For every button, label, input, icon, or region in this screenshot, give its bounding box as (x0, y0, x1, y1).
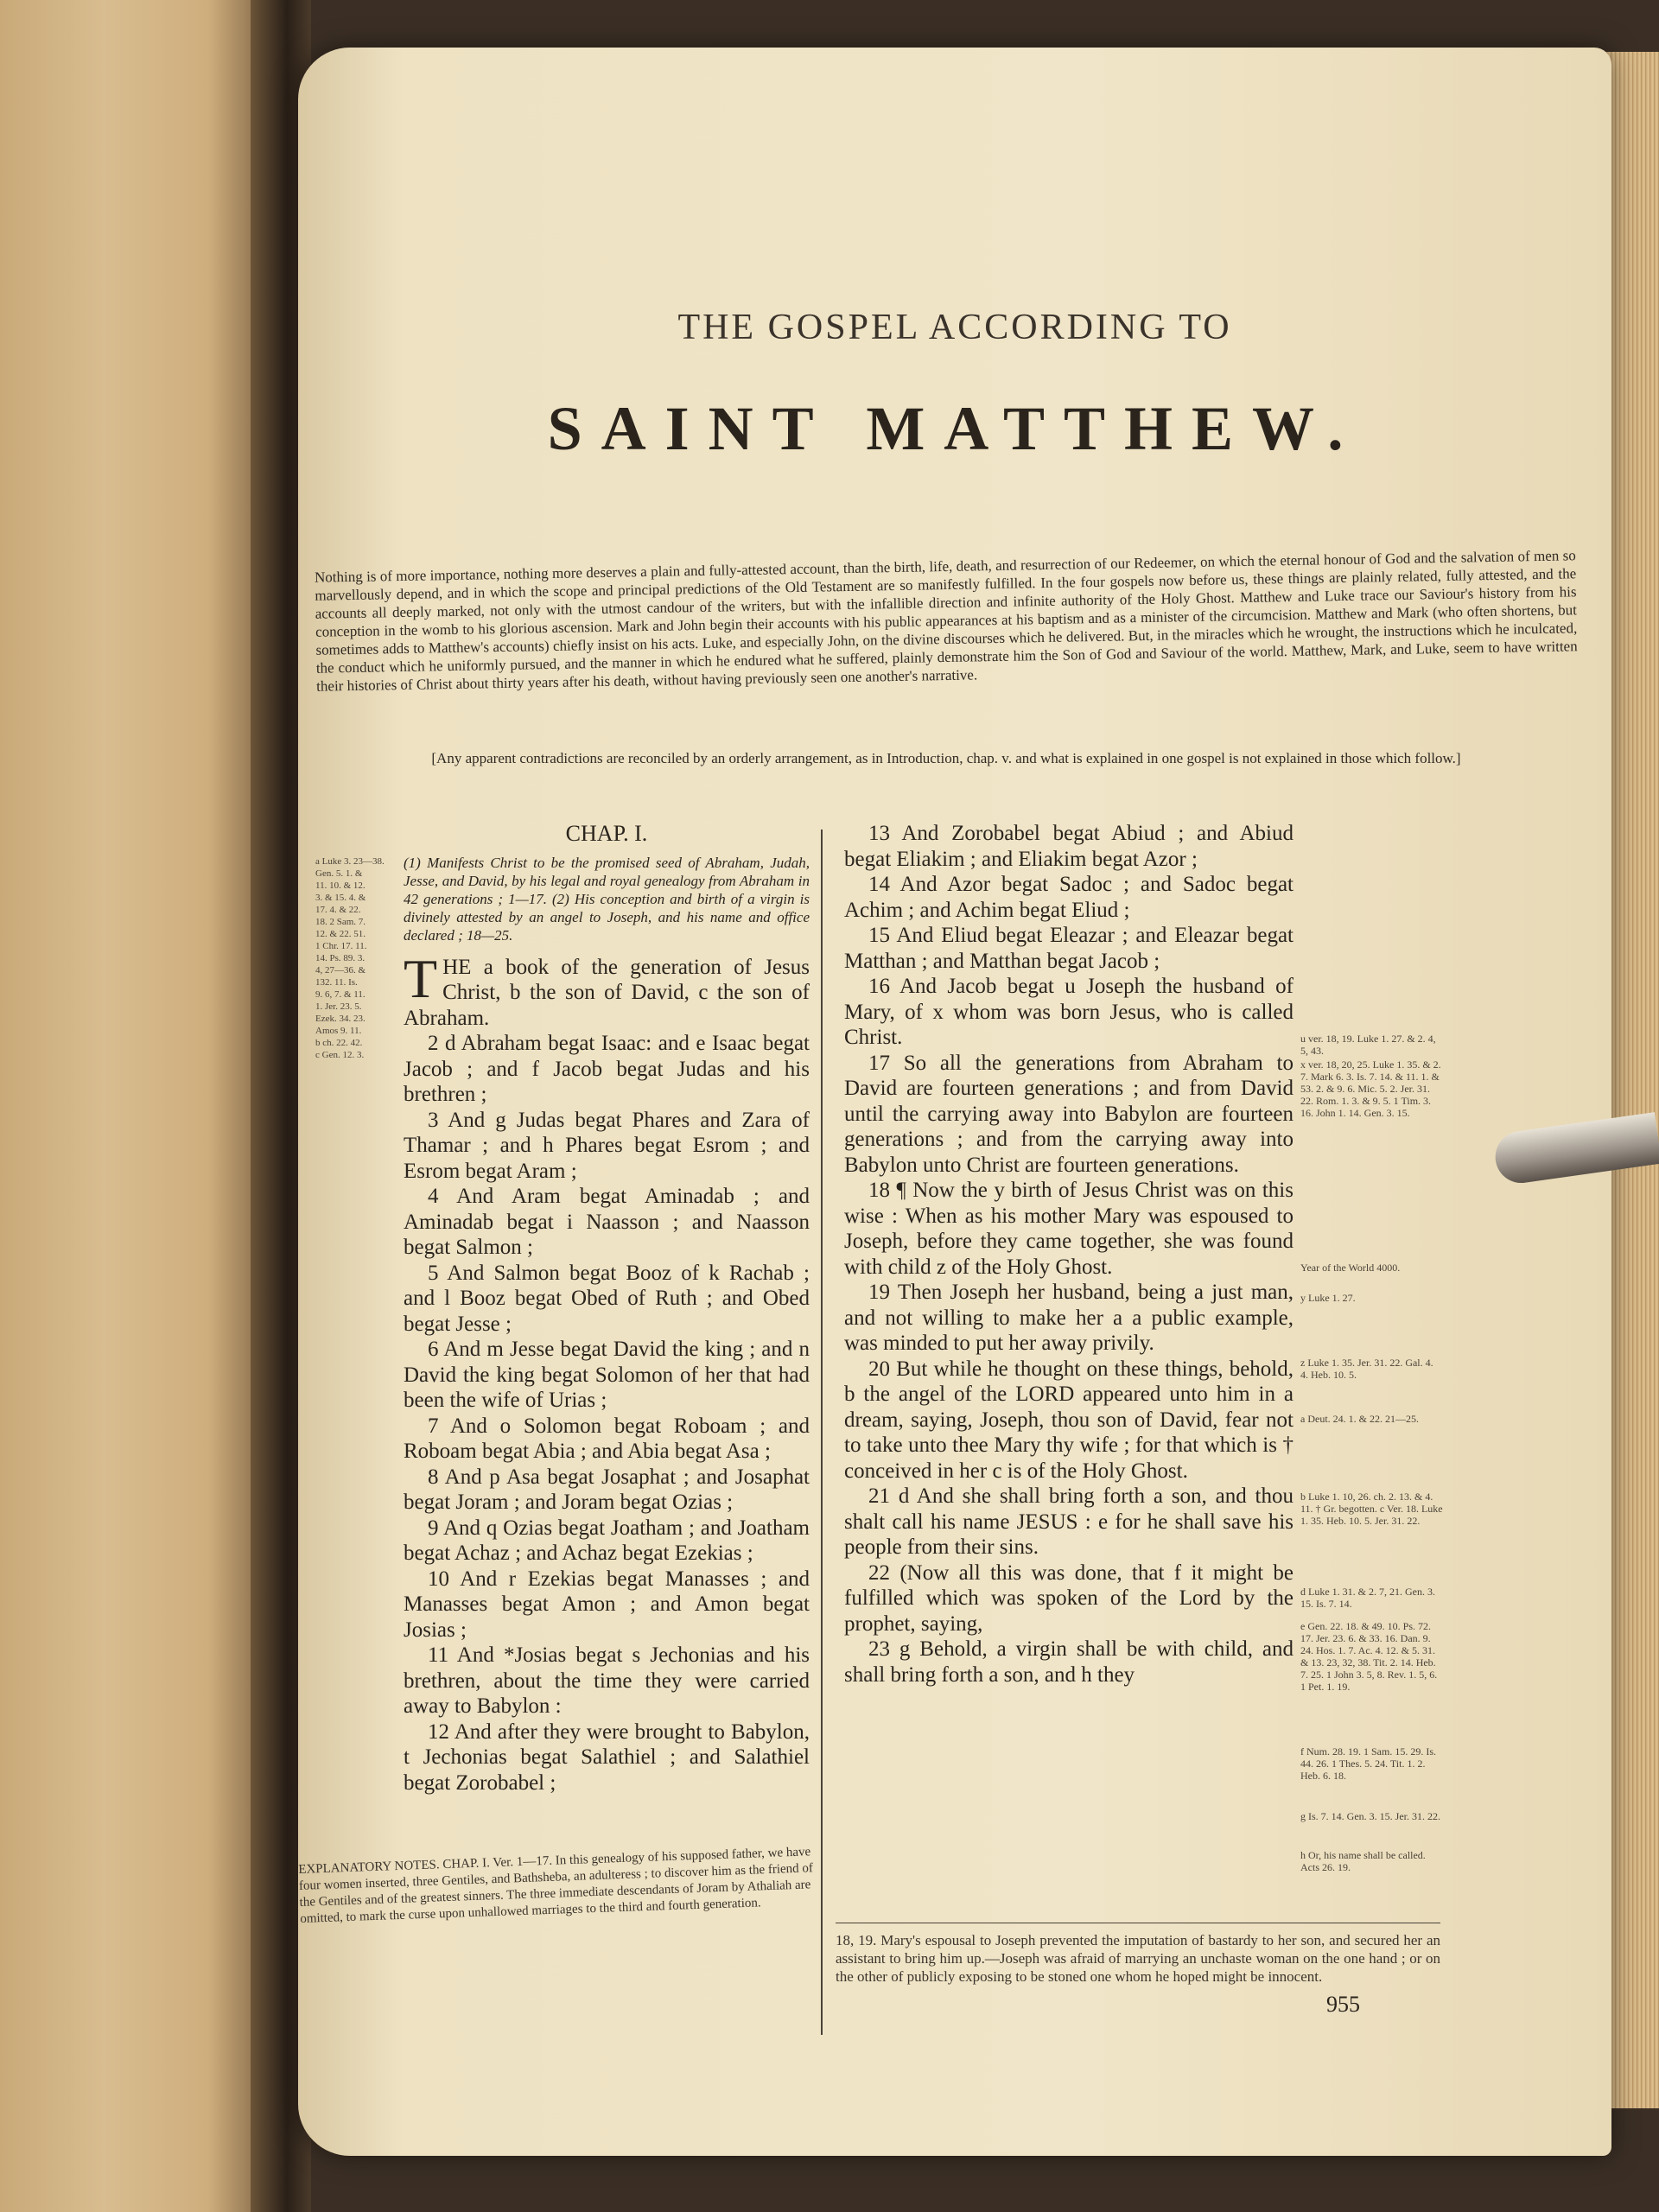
margin-reference: c Gen. 12. 3. (315, 1050, 365, 1060)
left-verse: 12 And after they were brought to Babylon, t Jechonias begat Salathiel ; and Salathiel begat Zorobabel ; (404, 1719, 810, 1795)
right-verse: 14 And Azor begat Sadoc ; and Sadoc begat Achim ; and Achim begat Eliud ; (844, 873, 1294, 922)
margin-reference: y Luke 1. 27. (1300, 1292, 1356, 1304)
right-verse: 23 g Behold, a virgin shall be with child, and shall bring forth a son, and h they (844, 1637, 1294, 1687)
margin-reference: e Gen. 22. 18. & 49. 10. Ps. 72. 17. Jer. 23. 6. & 33. 16. Dan. 9. 24. Hos. 1. 7. Ac. 4. 12. & 5. 31. & 13. 23, 32, 38. Tit. 2. 14. Heb. 7. 25. 1 John 3. 5, 8. Rev. 1. 5, 6. 1 Pet. 1. 19. (1300, 1620, 1438, 1693)
margin-reference: 14. Ps. 89. 3. (315, 953, 365, 963)
margin-reference: b ch. 22. 42. (315, 1038, 363, 1048)
margin-reference: 11. 10. & 12. (315, 880, 365, 891)
margin-reference: h Or, his name shall be called. Acts 26. 19. (1300, 1849, 1426, 1873)
intro-reconcile-note: [Any apparent contradictions are reconciled by an orderly arrangement, as in Introduction, chap. v. and what is explained in one gospel is not explained in those which follow.] (431, 750, 1461, 766)
margin-reference: Gen. 5. 1. & (315, 868, 363, 879)
left-margin-references (315, 855, 397, 1849)
verse-1: THE a book of the generation of Jesus Christ, b the son of David, c the son of Abraham. (404, 947, 810, 1030)
facing-page (0, 0, 259, 2212)
right-verse: 22 (Now all this was done, that f it might be fulfilled which was spoken of the Lord by the prophet, saying, (844, 1560, 1294, 1636)
margin-reference: 1 Chr. 17. 11. (315, 941, 367, 951)
margin-reference: f Num. 28. 19. 1 Sam. 15. 29. Is. 44. 26. 1 Thes. 5. 24. Tit. 1. 2. Heb. 6. 18. (1300, 1745, 1436, 1782)
drop-cap: T (404, 947, 438, 1009)
left-text-column (404, 821, 810, 1796)
book-page (298, 48, 1611, 2156)
margin-reference: 132. 11. Is. (315, 977, 358, 988)
right-verse: 21 d And she shall bring forth a son, and thou shalt call his name JESUS : e for he shall save his people from their sins. (844, 1484, 1294, 1559)
explanatory-notes-left: EXPLANATORY NOTES. CHAP. I. Ver. 1—17. In this genealogy of his supposed father, we have four women inserted, three Gentiles, and Bathsheba, an adulteress ; to discover him as the friend of the Gentiles and of the greatest sinners. The three immediate descendants of Joram by Athaliah are omitted, to mark the curse upon unhallowed marriages to the third and fourth generation. (298, 1845, 814, 1926)
intro-paragraph: Nothing is of more importance, nothing more deserves a plain and fully-attested account, than the birth, life, death, and resurrection of our Redeemer, on which the eternal honour of God and the salvation of men so marvellously depend, and in which the scope and principal predictions of the Old Testament are so manifestly fulfilled. In the four gospels now before us, these things are plainly related, fully attested, and the accounts all deeply marked, not only with the utmost candour of the writers, but with the infallible direction and infinite authority of the Holy Ghost. Matthew and Luke trace our Saviour's history from his conception in the womb to his glorious ascension. Mark and John begin their accounts with his public appearances at his baptism and as a minister of the circumcision. Matthew and Mark (who often shortens, but sometimes adds to Matthew's accounts) chiefly insist on his acts. Luke, and especially John, on the divine discourses which he delivered. But, in the miracles which he wrought, the instructions which he inculcated, the conduct which he uniformly pursued, and the manner in which he endured what he suffered, plainly demonstrate him the Son of God and Saviour of the world. Matthew, Mark, and Luke, seem to have written their histories of Christ about thirty years after his death, without having previously seen one another's narrative. (314, 547, 1578, 695)
left-verse: 2 d Abraham begat Isaac: and e Isaac begat Jacob ; and f Jacob begat Judas and his brethren ; (404, 1032, 810, 1106)
margin-reference: Year of the World 4000. (1300, 1262, 1401, 1274)
margin-reference: z Luke 1. 35. Jer. 31. 22. Gal. 4. 4. Heb. 10. 5. (1300, 1357, 1433, 1381)
margin-reference: 1. Jer. 23. 5. (315, 1001, 362, 1012)
right-verse: 20 But while he thought on these things, behold, b the angel of the LORD appeared unto him in a dream, saying, Joseph, thou son of David, fear not to take unto thee Mary thy wife ; for that which is † conceived in her c is of the Holy Ghost. (844, 1357, 1294, 1483)
margin-reference: a Luke 3. 23—38. (315, 856, 385, 867)
margin-reference: 18. 2 Sam. 7. (315, 917, 366, 927)
chapter-summary: (1) Manifests Christ to be the promised seed of Abraham, Judah, Jesse, and David, by his legal and royal genealogy from Abraham in 42 generations ; 1—17. (2) His conception and birth of a virgin is divinely attested by an angel to Joseph, and his name and office declared ; 18—25. (404, 854, 810, 944)
left-verse: 10 And r Ezekias begat Manasses ; and Manasses begat Amon ; and Amon begat Josias ; (404, 1567, 810, 1642)
left-verse: 8 And p Asa begat Josaphat ; and Josaphat begat Joram ; and Joram begat Ozias ; (404, 1465, 810, 1514)
left-verse: 6 And m Jesse begat David the king ; and n David the king begat Solomon of her that had been the wife of Urias ; (404, 1338, 810, 1412)
explanatory-notes-right: 18, 19. Mary's espousal to Joseph prevented the imputation of bastardy to her son, and secured her an assistant to bring him up.—Joseph was afraid of marrying an unchaste woman on the one hand ; or on the other of publicly exposing to be stoned one whom he hoped might be innocent. (836, 1932, 1440, 1985)
margin-reference: g Is. 7. 14. Gen. 3. 15. Jer. 31. 22. (1300, 1810, 1440, 1822)
margin-reference: 12. & 22. 51. (315, 929, 366, 939)
margin-reference: 17. 4. & 22. (315, 905, 361, 915)
margin-reference: u ver. 18, 19. Luke 1. 27. & 2. 4, 5, 43. (1300, 1033, 1436, 1057)
margin-reference: Amos 9. 11. (315, 1026, 362, 1036)
left-verse: 7 And o Solomon begat Roboam ; and Roboam begat Abia ; and Abia begat Asa ; (404, 1414, 810, 1463)
left-verse: 4 And Aram begat Aminadab ; and Aminadab begat i Naasson ; and Naasson begat Salmon ; (404, 1185, 810, 1259)
margin-reference: 4, 27—36. & (315, 965, 366, 976)
right-verse: 17 So all the generations from Abraham to David are fourteen generations ; and from David until the carrying away into Babylon are fourteen generations ; and from the carrying away into Babylon unto Christ are fourteen generations. (844, 1051, 1294, 1177)
margin-reference: 9. 6, 7. & 11. (315, 989, 365, 1000)
right-text-column (844, 821, 1294, 1688)
margin-reference: b Luke 1. 10, 26. ch. 2. 13. & 4. 11. † Gr. begotten. c Ver. 18. Luke 1. 35. Heb. 10. 5. Jer. 31. 22. (1300, 1491, 1443, 1527)
margin-reference: d Luke 1. 31. & 2. 7, 21. Gen. 3. 15. Is. 7. 14. (1300, 1586, 1435, 1610)
left-verse: 3 And g Judas begat Phares and Zara of Thamar ; and h Phares begat Esrom ; and Esrom begat Aram ; (404, 1108, 810, 1183)
margin-reference: a Deut. 24. 1. & 22. 21—25. (1300, 1413, 1419, 1425)
right-verse: 15 And Eliud begat Eleazar ; and Eleazar begat Matthan ; and Matthan begat Jacob ; (844, 924, 1294, 973)
right-verse: 13 And Zorobabel begat Abiud ; and Abiud begat Eliakim ; and Eliakim begat Azor ; (844, 822, 1294, 871)
margin-reference: x ver. 18, 20, 25. Luke 1. 35. & 2. 7. Mark 6. 3. Is. 7. 14. & 11. 1. & 53. 2. & 9. 6. Mic. 5. 2. Jer. 31. 22. Rom. 1. 3. & 9. 5. 1 Tim. 3. 16. John 1. 14. Gen. 3. 15. (1300, 1058, 1441, 1119)
page-number: 955 (1326, 1992, 1360, 2017)
left-verse: 5 And Salmon begat Booz of k Rachab ; and l Booz begat Obed of Ruth ; and Obed begat Jesse ; (404, 1261, 810, 1336)
right-verse: 18 ¶ Now the y birth of Jesus Christ was on this wise : When as his mother Mary was espoused to Joseph, before they came together, she was found with child z of the Holy Ghost. (844, 1179, 1294, 1279)
right-verse: 19 Then Joseph her husband, being a just man, and not willing to make her a a public example, was minded to put her away privily. (844, 1281, 1294, 1355)
left-verse: 11 And *Josias begat s Jechonias and his brethren, about the time they were carried away to Babylon : (404, 1643, 810, 1718)
chapter-title: CHAP. I. (565, 821, 648, 846)
column-divider (821, 830, 823, 2035)
margin-reference: 3. & 15. 4. & (315, 893, 366, 903)
left-verse: 9 And q Ozias begat Joatham ; and Joatham begat Achaz ; and Achaz begat Ezekias ; (404, 1516, 810, 1565)
left-verses (404, 1031, 810, 1796)
gospel-heading: THE GOSPEL ACCORDING TO (677, 308, 1232, 347)
right-verse: 16 And Jacob begat u Joseph the husband of Mary, of x whom was born Jesus, who is called Christ. (844, 975, 1294, 1049)
margin-reference: Ezek. 34. 23. (315, 1014, 365, 1024)
right-verses (844, 821, 1294, 1688)
book-title: SAINT MATTHEW. (547, 394, 1363, 463)
